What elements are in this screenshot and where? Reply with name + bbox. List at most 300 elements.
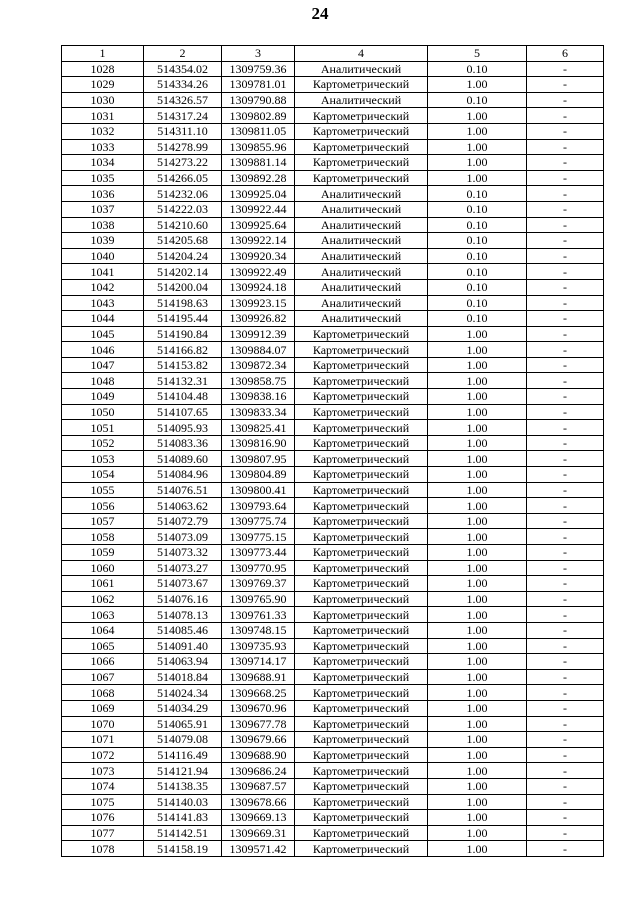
table-cell: 514200.04 — [144, 279, 222, 295]
table-cell: 1309668.25 — [222, 685, 295, 701]
table-cell: 0.10 — [428, 264, 527, 280]
table-cell: 1.00 — [428, 732, 527, 748]
table-cell: - — [527, 295, 604, 311]
table-cell: 514273.22 — [144, 155, 222, 171]
table-cell: 1.00 — [428, 576, 527, 592]
table-cell: - — [527, 420, 604, 436]
table-cell: - — [527, 342, 604, 358]
table-cell: 1.00 — [428, 123, 527, 139]
table-cell: - — [527, 560, 604, 576]
table-cell: 514091.40 — [144, 638, 222, 654]
table-cell: 1.00 — [428, 404, 527, 420]
table-cell: 1309677.78 — [222, 716, 295, 732]
table-cell: 514317.24 — [144, 108, 222, 124]
table-cell: 1046 — [62, 342, 144, 358]
table-cell: - — [527, 716, 604, 732]
table-cell: 1054 — [62, 467, 144, 483]
table-cell: 1.00 — [428, 513, 527, 529]
table-cell: Картометрический — [295, 810, 428, 826]
table-cell: - — [527, 435, 604, 451]
table-cell: 1039 — [62, 233, 144, 249]
table-cell: - — [527, 607, 604, 623]
table-cell: 1309802.89 — [222, 108, 295, 124]
table-cell: 514076.51 — [144, 482, 222, 498]
table-cell: - — [527, 77, 604, 93]
table-cell: 1309926.82 — [222, 311, 295, 327]
table-cell: 514076.16 — [144, 591, 222, 607]
table-cell: 514073.09 — [144, 529, 222, 545]
table-cell: 1309761.33 — [222, 607, 295, 623]
table-cell: Картометрический — [295, 389, 428, 405]
table-row — [62, 545, 604, 561]
table-cell: 1309825.41 — [222, 420, 295, 436]
table-cell: Аналитический — [295, 264, 428, 280]
column-header: 5 — [428, 46, 527, 62]
table-cell: - — [527, 747, 604, 763]
table-cell: 1076 — [62, 810, 144, 826]
table-cell: - — [527, 669, 604, 685]
table-cell: Картометрический — [295, 513, 428, 529]
table-cell: 1.00 — [428, 607, 527, 623]
table-cell: 1062 — [62, 591, 144, 607]
table-cell: Картометрический — [295, 123, 428, 139]
table-cell: - — [527, 217, 604, 233]
table-cell: 0.10 — [428, 279, 527, 295]
table-cell: - — [527, 139, 604, 155]
table-cell: 1309811.05 — [222, 123, 295, 139]
table-row — [62, 92, 604, 108]
table-cell: 1034 — [62, 155, 144, 171]
table-cell: - — [527, 451, 604, 467]
table-cell: 514034.29 — [144, 700, 222, 716]
table-cell: 514278.99 — [144, 139, 222, 155]
table-cell: 1071 — [62, 732, 144, 748]
table-cell: 1309858.75 — [222, 373, 295, 389]
table-cell: 1047 — [62, 357, 144, 373]
page-number: 24 — [311, 4, 329, 23]
table-row — [62, 732, 604, 748]
table-cell: - — [527, 186, 604, 202]
table-cell: 514121.94 — [144, 763, 222, 779]
table-cell: - — [527, 498, 604, 514]
table-cell: 1060 — [62, 560, 144, 576]
table-cell: 0.10 — [428, 186, 527, 202]
table-row — [62, 435, 604, 451]
table-cell: 1309748.15 — [222, 622, 295, 638]
table-row — [62, 498, 604, 514]
table-row — [62, 357, 604, 373]
table-cell: - — [527, 311, 604, 327]
table-cell: 1309769.37 — [222, 576, 295, 592]
table-cell: 1072 — [62, 747, 144, 763]
table-cell: Картометрический — [295, 529, 428, 545]
table-cell: 1035 — [62, 170, 144, 186]
table-cell: 1.00 — [428, 763, 527, 779]
table-cell: Аналитический — [295, 186, 428, 202]
table-cell: 1074 — [62, 778, 144, 794]
table-cell: Картометрический — [295, 170, 428, 186]
table-cell: 514138.35 — [144, 778, 222, 794]
table-cell: 1.00 — [428, 545, 527, 561]
table-row — [62, 217, 604, 233]
table-cell: 1070 — [62, 716, 144, 732]
table-cell: Картометрический — [295, 825, 428, 841]
table-cell: 1.00 — [428, 170, 527, 186]
table-cell: 1309838.16 — [222, 389, 295, 405]
table-row — [62, 700, 604, 716]
table-cell: Картометрический — [295, 669, 428, 685]
table-cell: 1309775.74 — [222, 513, 295, 529]
table-cell: 1309884.07 — [222, 342, 295, 358]
table-cell: 1.00 — [428, 326, 527, 342]
table-cell: 1042 — [62, 279, 144, 295]
table-cell: 1.00 — [428, 778, 527, 794]
table-cell: 1309571.42 — [222, 841, 295, 857]
table-cell: 1036 — [62, 186, 144, 202]
table-row — [62, 389, 604, 405]
table-cell: 1309925.64 — [222, 217, 295, 233]
table-cell: Картометрический — [295, 576, 428, 592]
table-row — [62, 576, 604, 592]
table-cell: 1.00 — [428, 529, 527, 545]
table-cell: 1058 — [62, 529, 144, 545]
table-cell: 1309781.01 — [222, 77, 295, 93]
table-cell: - — [527, 233, 604, 249]
table-cell: 1.00 — [428, 108, 527, 124]
table-cell: - — [527, 326, 604, 342]
table-cell: 1.00 — [428, 420, 527, 436]
table-cell: 0.10 — [428, 295, 527, 311]
table-cell: 1.00 — [428, 700, 527, 716]
table-cell: - — [527, 513, 604, 529]
table-cell: Картометрический — [295, 451, 428, 467]
table-cell: Картометрический — [295, 560, 428, 576]
table-cell: - — [527, 794, 604, 810]
table-cell: 1309678.66 — [222, 794, 295, 810]
column-header: 1 — [62, 46, 144, 62]
table-cell: 514065.91 — [144, 716, 222, 732]
table-cell: - — [527, 810, 604, 826]
table-cell: Картометрический — [295, 747, 428, 763]
table-cell: 514084.96 — [144, 467, 222, 483]
table-cell: 1.00 — [428, 622, 527, 638]
table-cell: 1309855.96 — [222, 139, 295, 155]
table-cell: - — [527, 576, 604, 592]
table-cell: 514195.44 — [144, 311, 222, 327]
table-cell: 1309793.64 — [222, 498, 295, 514]
table-cell: Картометрический — [295, 108, 428, 124]
table-cell: 1033 — [62, 139, 144, 155]
table-cell: - — [527, 482, 604, 498]
table-row — [62, 264, 604, 280]
table-row — [62, 170, 604, 186]
table-cell: Картометрический — [295, 763, 428, 779]
table-row — [62, 669, 604, 685]
table-row — [62, 108, 604, 124]
table-cell: Картометрический — [295, 841, 428, 857]
table-row — [62, 404, 604, 420]
table-cell: 514085.46 — [144, 622, 222, 638]
table-cell: 514198.63 — [144, 295, 222, 311]
table-cell: - — [527, 92, 604, 108]
table-cell: - — [527, 654, 604, 670]
table-cell: Аналитический — [295, 61, 428, 77]
table-cell: 1309790.88 — [222, 92, 295, 108]
table-cell: 1.00 — [428, 435, 527, 451]
table-cell: Картометрический — [295, 732, 428, 748]
table-cell: 1309816.90 — [222, 435, 295, 451]
table-cell: Картометрический — [295, 794, 428, 810]
table-cell: 1067 — [62, 669, 144, 685]
table-cell: - — [527, 108, 604, 124]
table-cell: 514190.84 — [144, 326, 222, 342]
table-row — [62, 825, 604, 841]
table-row — [62, 763, 604, 779]
table-cell: - — [527, 545, 604, 561]
table-cell: 514132.31 — [144, 373, 222, 389]
table-cell: - — [527, 732, 604, 748]
table-cell: 1069 — [62, 700, 144, 716]
table-cell: 1309912.39 — [222, 326, 295, 342]
table-cell: - — [527, 763, 604, 779]
coordinates-table — [61, 45, 604, 857]
table-cell: 514266.05 — [144, 170, 222, 186]
table-cell: Картометрический — [295, 482, 428, 498]
table-cell: 1063 — [62, 607, 144, 623]
table-cell: 1056 — [62, 498, 144, 514]
table-cell: 1309925.04 — [222, 186, 295, 202]
table-cell: 1309735.93 — [222, 638, 295, 654]
table-row — [62, 295, 604, 311]
table-cell: 514078.13 — [144, 607, 222, 623]
table-cell: - — [527, 357, 604, 373]
table-cell: 1068 — [62, 685, 144, 701]
table-row — [62, 794, 604, 810]
table-cell: 1309922.44 — [222, 201, 295, 217]
table-cell: 1309714.17 — [222, 654, 295, 670]
table-cell: - — [527, 825, 604, 841]
table-cell: 0.10 — [428, 92, 527, 108]
table-row — [62, 716, 604, 732]
table-cell: Аналитический — [295, 201, 428, 217]
table-cell: Аналитический — [295, 248, 428, 264]
table-cell: - — [527, 389, 604, 405]
table-row — [62, 513, 604, 529]
table-cell: 514158.19 — [144, 841, 222, 857]
table-cell: Картометрический — [295, 404, 428, 420]
table-body — [62, 61, 604, 856]
table-cell: 1050 — [62, 404, 144, 420]
table-cell: 1038 — [62, 217, 144, 233]
table-row — [62, 342, 604, 358]
table-row — [62, 467, 604, 483]
table-cell: 514326.57 — [144, 92, 222, 108]
table-cell: 514334.26 — [144, 77, 222, 93]
table-cell: 514205.68 — [144, 233, 222, 249]
table-row — [62, 77, 604, 93]
table-cell: 514024.34 — [144, 685, 222, 701]
table-cell: 1077 — [62, 825, 144, 841]
table-row — [62, 326, 604, 342]
table-cell: 514104.48 — [144, 389, 222, 405]
table-cell: 1065 — [62, 638, 144, 654]
table-cell: 1309922.14 — [222, 233, 295, 249]
table-cell: 1309800.41 — [222, 482, 295, 498]
table-cell: Картометрический — [295, 716, 428, 732]
table-cell: 1037 — [62, 201, 144, 217]
table-cell: 1.00 — [428, 560, 527, 576]
table-cell: - — [527, 700, 604, 716]
column-header: 4 — [295, 46, 428, 62]
table-cell: 0.10 — [428, 248, 527, 264]
table-cell: 1030 — [62, 92, 144, 108]
table-cell: Картометрический — [295, 77, 428, 93]
table-cell: 1044 — [62, 311, 144, 327]
table-cell: Картометрический — [295, 357, 428, 373]
table-cell: Картометрический — [295, 685, 428, 701]
table-cell: 1309833.34 — [222, 404, 295, 420]
table-cell: 1.00 — [428, 357, 527, 373]
table-cell: 1.00 — [428, 747, 527, 763]
column-header: 6 — [527, 46, 604, 62]
table-cell: Картометрический — [295, 545, 428, 561]
table-cell: 1309770.95 — [222, 560, 295, 576]
table-cell: Аналитический — [295, 295, 428, 311]
table-cell: 1309804.89 — [222, 467, 295, 483]
table-cell: - — [527, 638, 604, 654]
table-row — [62, 778, 604, 794]
table-cell: 0.10 — [428, 201, 527, 217]
table-cell: 1.00 — [428, 498, 527, 514]
table-cell: 1.00 — [428, 669, 527, 685]
table-cell: 1309670.96 — [222, 700, 295, 716]
table-cell: 514222.03 — [144, 201, 222, 217]
table-cell: - — [527, 467, 604, 483]
table-cell: 1041 — [62, 264, 144, 280]
table-cell: Картометрический — [295, 498, 428, 514]
table-cell: 1053 — [62, 451, 144, 467]
table-row — [62, 420, 604, 436]
table-cell: - — [527, 685, 604, 701]
table-cell: Картометрический — [295, 435, 428, 451]
table-cell: 1049 — [62, 389, 144, 405]
table-cell: Аналитический — [295, 92, 428, 108]
table-cell: 514210.60 — [144, 217, 222, 233]
table-cell: - — [527, 123, 604, 139]
table-cell: 1.00 — [428, 654, 527, 670]
table-row — [62, 529, 604, 545]
table-row — [62, 810, 604, 826]
table-cell: Картометрический — [295, 638, 428, 654]
table-row — [62, 139, 604, 155]
table-cell: 514073.32 — [144, 545, 222, 561]
table-cell: Картометрический — [295, 373, 428, 389]
table-cell: 514089.60 — [144, 451, 222, 467]
table-cell: 1032 — [62, 123, 144, 139]
table-cell: Аналитический — [295, 311, 428, 327]
table-cell: 514095.93 — [144, 420, 222, 436]
table-row — [62, 311, 604, 327]
table-row — [62, 622, 604, 638]
table-row — [62, 279, 604, 295]
table-cell: 1051 — [62, 420, 144, 436]
table-cell: 1061 — [62, 576, 144, 592]
table-cell: Картометрический — [295, 155, 428, 171]
table-cell: 514204.24 — [144, 248, 222, 264]
table-cell: 1.00 — [428, 389, 527, 405]
table-cell: Картометрический — [295, 342, 428, 358]
table-cell: 1309775.15 — [222, 529, 295, 545]
table-row — [62, 248, 604, 264]
table-cell: 1048 — [62, 373, 144, 389]
table-cell: 1309759.36 — [222, 61, 295, 77]
table-cell: 1309669.31 — [222, 825, 295, 841]
table-row — [62, 233, 604, 249]
table-cell: 1.00 — [428, 451, 527, 467]
table-cell: 1.00 — [428, 155, 527, 171]
table-cell: 1045 — [62, 326, 144, 342]
table-cell: 1309688.90 — [222, 747, 295, 763]
table-row — [62, 201, 604, 217]
table-cell: - — [527, 155, 604, 171]
table-cell: 514072.79 — [144, 513, 222, 529]
table-cell: - — [527, 170, 604, 186]
table-cell: 1059 — [62, 545, 144, 561]
table-cell: 514142.51 — [144, 825, 222, 841]
table-cell: Картометрический — [295, 607, 428, 623]
table-cell: 1309923.15 — [222, 295, 295, 311]
table-row — [62, 638, 604, 654]
table-cell: 1066 — [62, 654, 144, 670]
table-cell: 1309669.13 — [222, 810, 295, 826]
table-cell: - — [527, 61, 604, 77]
table-cell: 1052 — [62, 435, 144, 451]
table-cell: 1.00 — [428, 716, 527, 732]
table-cell: - — [527, 373, 604, 389]
table-cell: Картометрический — [295, 326, 428, 342]
table-cell: 514141.83 — [144, 810, 222, 826]
table-cell: 514073.27 — [144, 560, 222, 576]
table-cell: 514018.84 — [144, 669, 222, 685]
table-cell: 0.10 — [428, 217, 527, 233]
table-cell: 1309924.18 — [222, 279, 295, 295]
table-cell: - — [527, 841, 604, 857]
table-cell: 514166.82 — [144, 342, 222, 358]
table-cell: 1309807.95 — [222, 451, 295, 467]
table-cell: 1.00 — [428, 373, 527, 389]
table-cell: 1031 — [62, 108, 144, 124]
table-cell: 514202.14 — [144, 264, 222, 280]
table-cell: Аналитический — [295, 217, 428, 233]
table-cell: 1040 — [62, 248, 144, 264]
table-row — [62, 654, 604, 670]
table-cell: - — [527, 622, 604, 638]
table-cell: 514063.94 — [144, 654, 222, 670]
table-cell: 1.00 — [428, 685, 527, 701]
table-row — [62, 685, 604, 701]
table-row — [62, 451, 604, 467]
table-cell: Картометрический — [295, 778, 428, 794]
table-cell: 1055 — [62, 482, 144, 498]
table-cell: 1.00 — [428, 467, 527, 483]
table-cell: 1028 — [62, 61, 144, 77]
table-cell: 514073.67 — [144, 576, 222, 592]
table-cell: 1309920.34 — [222, 248, 295, 264]
table-cell: - — [527, 404, 604, 420]
table-cell: Картометрический — [295, 467, 428, 483]
table-cell: 514232.06 — [144, 186, 222, 202]
table-cell: 1.00 — [428, 139, 527, 155]
